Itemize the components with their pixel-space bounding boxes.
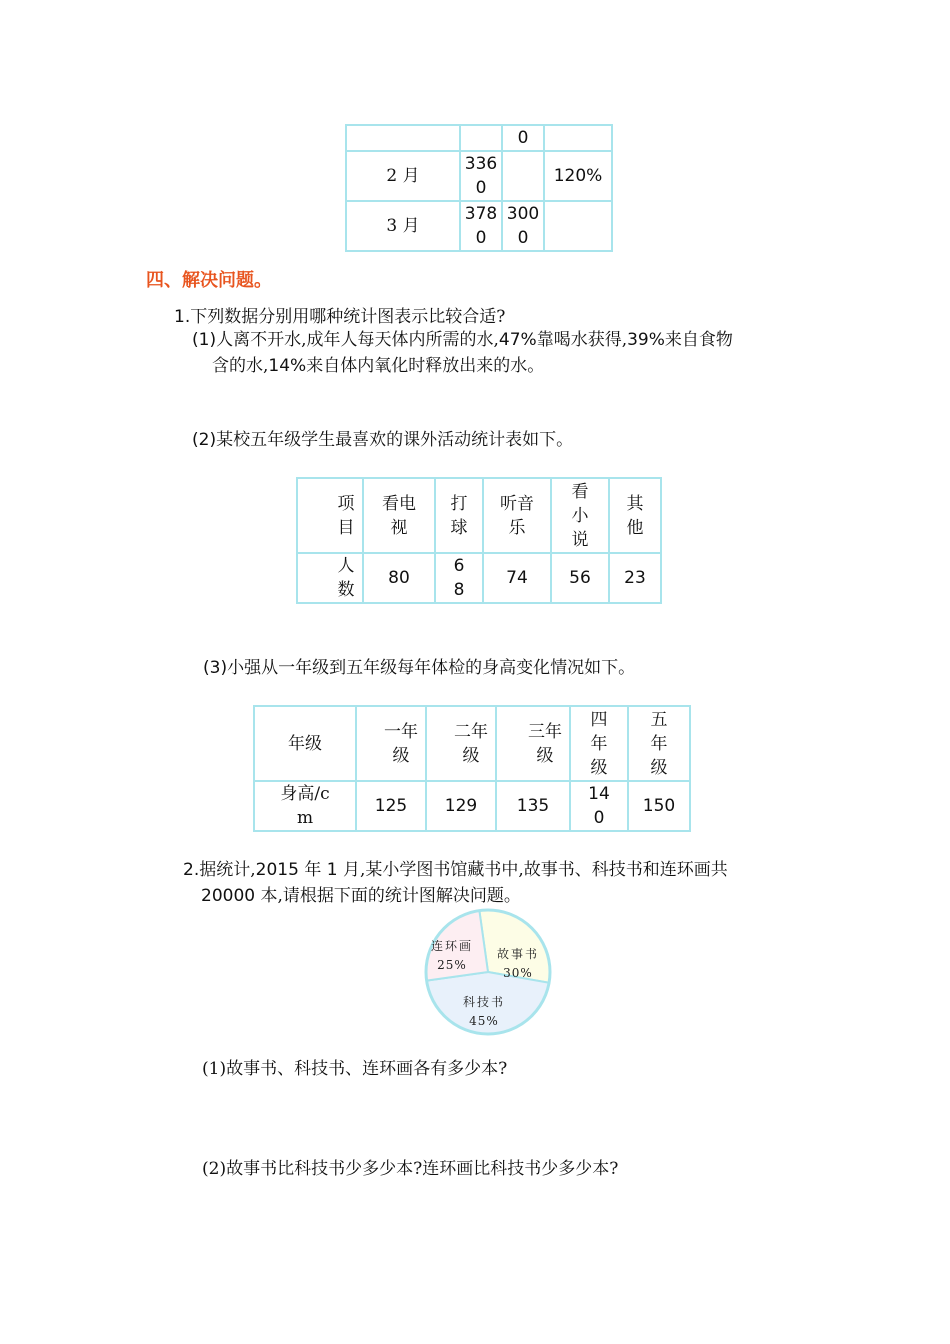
table-row (346, 151, 612, 201)
question-1-part-1 (192, 327, 733, 353)
percent-value: 39% (627, 330, 665, 350)
cell-value: 140 (588, 784, 610, 828)
data-table-top (345, 124, 613, 252)
table-cell (502, 151, 544, 201)
pie-slice-value: 45% (469, 1014, 499, 1028)
question-2-stem (183, 857, 728, 883)
header-text: 一年级 (384, 721, 418, 766)
part-label: (2) (192, 430, 217, 450)
table-cell: 120% (544, 151, 612, 201)
table-cell (544, 201, 612, 251)
header-text: 四年级 (590, 709, 608, 778)
header-text: 听音乐 (500, 493, 534, 538)
header-text: 看小说 (571, 481, 589, 550)
table-cell: 125 (356, 781, 426, 831)
header-cell (551, 478, 609, 553)
header-cell (570, 706, 628, 781)
table-cell: 129 (426, 781, 496, 831)
row-label: 身高/cm (280, 784, 330, 828)
section-title: 四、解决问题。 (146, 270, 272, 291)
part-text: 靠喝水获得, (536, 330, 628, 350)
row-label: 人数 (337, 556, 355, 600)
table-cell: 0 (502, 125, 544, 151)
header-cell (609, 478, 661, 553)
header-text: 其他 (626, 493, 644, 538)
percent-value: 14% (268, 356, 307, 376)
header-text: 打球 (450, 493, 468, 538)
table-cell: 150 (628, 781, 690, 831)
header-cell (496, 706, 570, 781)
question-number: 2. (183, 860, 200, 880)
header-text: 三年级 (528, 721, 562, 766)
header-cell (297, 478, 363, 553)
table-row (297, 553, 661, 603)
header-cell (363, 478, 435, 553)
table-cell: 56 (551, 553, 609, 603)
header-text: 项目 (337, 493, 355, 538)
question-1-part-3 (203, 655, 635, 681)
percent-value: 47% (498, 330, 537, 350)
header-text: 五年级 (650, 709, 668, 778)
table-row (346, 201, 612, 251)
part-text: 某校五年级学生最喜欢的课外活动统计表如下。 (216, 430, 574, 450)
table-cell: 23 (609, 553, 661, 603)
table-cell: 80 (363, 553, 435, 603)
part-text: 含的水, (212, 356, 269, 376)
book-pie-chart (420, 904, 560, 1040)
header-cell (426, 706, 496, 781)
row-label-cell (254, 781, 356, 831)
month-value: 1 (326, 860, 338, 880)
pie-slice-value: 30% (503, 966, 533, 980)
table-cell (435, 553, 483, 603)
part-text: 人离不开水,成年人每天体内所需的水, (216, 330, 499, 350)
table-cell: 3 月 (346, 201, 460, 251)
question-text: 本,请根据下面的统计图解决问题。 (260, 886, 521, 906)
table-cell: 74 (483, 553, 551, 603)
table-row (346, 125, 612, 151)
question-text: 据统计, (199, 860, 256, 880)
year-value: 2015 (255, 860, 299, 880)
part-label: (3) (203, 658, 228, 678)
question-2-part-2: (2)故事书比科技书少多少本?连环画比科技书少多少本? (202, 1159, 619, 1179)
part-label: (1) (192, 330, 217, 350)
table-cell: 3360 (460, 151, 502, 201)
table-cell: 3780 (460, 201, 502, 251)
header-cell (483, 478, 551, 553)
pie-slice-label: 故事书 (496, 947, 540, 961)
header-cell (435, 478, 483, 553)
pie-slice-label: 科技书 (462, 995, 506, 1009)
table-cell (460, 125, 502, 151)
header-text: 二年级 (454, 721, 488, 766)
table-cell: 2 月 (346, 151, 460, 201)
table-cell (544, 125, 612, 151)
header-cell: 年级 (254, 706, 356, 781)
table-row (254, 781, 690, 831)
header-cell (356, 706, 426, 781)
part-text: 来自体内氧化时释放出来的水。 (306, 356, 545, 376)
question-2-part-1: (1)故事书、科技书、连环画各有多少本? (202, 1059, 508, 1079)
row-label-cell (297, 553, 363, 603)
header-text: 看电视 (382, 493, 416, 538)
part-text: 小强从一年级到五年级每年体检的身高变化情况如下。 (227, 658, 636, 678)
table-cell (570, 781, 628, 831)
question-text: 年 (304, 860, 322, 880)
table-row (297, 478, 661, 553)
pie-slice-label: 连环画 (430, 939, 474, 953)
question-number: 1. (174, 307, 191, 327)
pie-slice-value: 25% (437, 958, 467, 972)
height-table (253, 705, 691, 832)
question-1-part-1-cont (212, 353, 544, 379)
question-text: 月,某小学图书馆藏书中,故事书、科技书和连环画共 (342, 860, 728, 880)
activities-table (296, 477, 662, 604)
table-cell: 3000 (502, 201, 544, 251)
part-text: 来自食物 (664, 330, 733, 350)
cell-value: 68 (453, 556, 465, 600)
question-1-part-2 (192, 427, 573, 453)
total-value: 20000 (201, 886, 256, 906)
table-row (254, 706, 690, 781)
table-cell (346, 125, 460, 151)
table-cell: 135 (496, 781, 570, 831)
header-cell (628, 706, 690, 781)
question-text: 下列数据分别用哪种统计图表示比较合适? (190, 307, 506, 327)
